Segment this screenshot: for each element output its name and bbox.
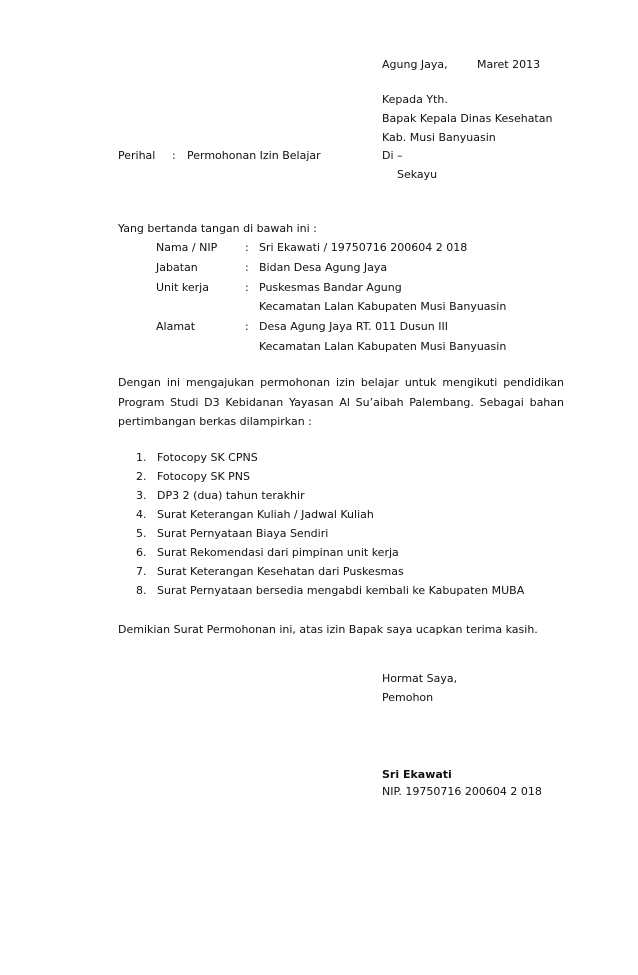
signer-nip: NIP. 19750716 200604 2 018 (382, 785, 542, 798)
list-number: 2. (136, 470, 147, 483)
identity-row (0, 281, 638, 301)
salutation: Hormat Saya, (382, 672, 458, 685)
identity-row (0, 261, 638, 281)
recipient-title: Bapak Kepala Dinas Kesehatan (382, 112, 553, 125)
list-text: Fotocopy SK CPNS (157, 451, 258, 464)
list-number: 6. (136, 546, 147, 559)
identity-label: Alamat (156, 320, 196, 333)
identity-colon: : (245, 281, 249, 294)
identity-value: Bidan Desa Agung Jaya (259, 261, 388, 274)
identity-row (0, 300, 638, 320)
identity-colon: : (245, 320, 249, 333)
list-number: 5. (136, 527, 147, 540)
list-item (136, 546, 399, 560)
body-line-2: Program Studi D3 Kebidanan Yayasan Al Su’aibah Palembang. Sebagai bahan (118, 396, 564, 409)
list-item (136, 451, 258, 465)
list-item (136, 470, 250, 484)
list-item (136, 584, 524, 598)
list-text: Surat Keterangan Kesehatan dari Puskesmas (157, 565, 404, 578)
list-item (136, 565, 404, 579)
identity-label: Nama / NIP (156, 241, 218, 254)
body-line-1: Dengan ini mengajukan permohonan izin belajar untuk mengikuti pendidikan (118, 376, 564, 389)
identity-label: Jabatan (156, 261, 198, 274)
list-text: Fotocopy SK PNS (157, 470, 251, 483)
identity-label: Unit kerja (156, 281, 209, 294)
identity-row (0, 340, 638, 360)
identity-value: Puskesmas Bandar Agung (259, 281, 402, 294)
recipient-org: Kab. Musi Banyuasin (382, 131, 496, 144)
list-text: Surat Keterangan Kuliah / Jadwal Kuliah (157, 508, 374, 521)
recipient-city: Sekayu (397, 168, 438, 181)
list-text: DP3 2 (dua) tahun terakhir (157, 489, 305, 502)
list-text: Surat Pernyataan bersedia mengabdi kembali ke Kabupaten MUBA (157, 584, 525, 597)
recipient-at: Di – (382, 149, 403, 162)
closing-text: Demikian Surat Permohonan ini, atas izin Bapak saya ucapkan terima kasih. (118, 623, 538, 636)
subject-value: Permohonan Izin Belajar (187, 149, 321, 162)
identity-colon: : (245, 261, 249, 274)
signer-name: Sri Ekawati (382, 768, 452, 781)
list-item (136, 489, 305, 503)
subject-colon: : (172, 149, 176, 162)
list-item (136, 527, 328, 541)
list-text: Surat Rekomendasi dari pimpinan unit kerja (157, 546, 399, 559)
intro-text: Yang bertanda tangan di bawah ini : (118, 222, 317, 235)
list-number: 4. (136, 508, 147, 521)
list-item (136, 508, 374, 522)
place-date (382, 58, 541, 72)
identity-value: Kecamatan Lalan Kabupaten Musi Banyuasin (259, 300, 507, 313)
list-number: 8. (136, 584, 147, 597)
subject-label: Perihal (118, 149, 156, 162)
to-label: Kepada Yth. (382, 93, 448, 106)
identity-row (0, 241, 638, 261)
signer-role: Pemohon (382, 691, 434, 704)
place-label: Agung Jaya, (382, 58, 448, 71)
list-text: Surat Pernyataan Biaya Sendiri (157, 527, 329, 540)
list-number: 3. (136, 489, 147, 502)
date-label: Maret 2013 (477, 58, 541, 71)
identity-colon: : (245, 241, 249, 254)
identity-value: Kecamatan Lalan Kabupaten Musi Banyuasin (259, 340, 507, 353)
list-number: 1. (136, 451, 147, 464)
identity-value: Sri Ekawati / 19750716 200604 2 018 (259, 241, 468, 254)
identity-row (0, 320, 638, 340)
list-number: 7. (136, 565, 147, 578)
body-line-3: pertimbangan berkas dilampirkan : (118, 415, 312, 428)
identity-value: Desa Agung Jaya RT. 011 Dusun III (259, 320, 448, 333)
